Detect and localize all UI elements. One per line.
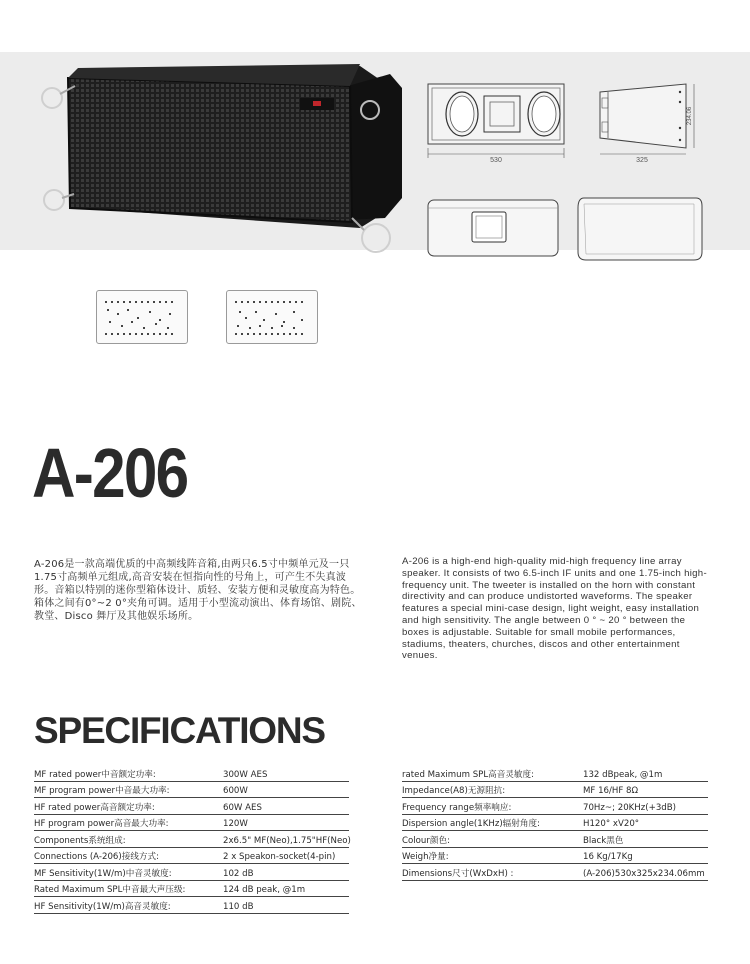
spec-row: [34, 864, 349, 881]
side-width-label: 325: [636, 157, 648, 164]
spec-row: [402, 864, 708, 881]
spec-label: HF Sensitivity(1W/m)高音灵敏度:: [34, 901, 171, 912]
connector-panel-left: [96, 290, 188, 344]
spec-row: [34, 798, 349, 815]
spec-label: Colour颜色:: [402, 835, 450, 846]
spec-row: [402, 831, 708, 848]
spec-label: Impedance(A8)无源阻抗:: [402, 786, 506, 796]
spec-value: MF 16/HF 8Ω: [583, 786, 639, 796]
specifications-title: SPECIFICATIONS: [34, 710, 325, 751]
spec-label: MF Sensitivity(1W/m)中音灵敏度:: [34, 868, 172, 879]
spec-value: 124 dB peak, @1m: [223, 885, 306, 895]
spec-value: Black黑色: [583, 835, 624, 846]
side-view-drawing: [594, 82, 700, 166]
spec-value: 600W: [223, 786, 248, 796]
connector-panel-right: [226, 290, 318, 344]
spec-label: Dispersion angle(1KHz)辐射角度:: [402, 819, 540, 829]
front-width-label: 530: [490, 157, 502, 164]
spec-label: Weigh净量:: [402, 852, 449, 862]
spec-label: Rated Maximum SPL中音最大声压级:: [34, 885, 186, 895]
front-view-drawing: [424, 82, 568, 166]
speaker-photo: [30, 58, 410, 268]
spec-row: [402, 798, 708, 815]
spec-label: MF rated power中音额定功率:: [34, 769, 156, 780]
spec-row: [402, 765, 708, 782]
spec-label: Frequency range频率响应:: [402, 802, 512, 813]
spec-row: [34, 765, 349, 782]
spec-label: rated Maximum SPL高音灵敏度:: [402, 769, 535, 780]
spec-value: 16 Kg/17Kg: [583, 852, 633, 862]
spec-row: [34, 881, 349, 898]
spec-row: [402, 848, 708, 865]
rear-view-drawing: [426, 196, 562, 262]
spec-value: 300W AES: [223, 769, 268, 780]
model-title: A-206: [32, 434, 188, 512]
spec-row: [34, 848, 349, 865]
spec-value: (A-206)530x325x234.06mm: [583, 868, 705, 879]
spec-value: 2 x Speakon-socket(4-pin): [223, 852, 336, 862]
spec-row: [34, 897, 349, 914]
top-view-drawing: [574, 194, 706, 264]
spec-label: MF program power中音最大功率:: [34, 786, 170, 796]
spec-value: 60W AES: [223, 802, 262, 813]
side-height-label: 234.06: [687, 106, 693, 126]
spec-value: 132 dBpeak, @1m: [583, 769, 663, 780]
description-chinese: A-206是一款高端优质的中高频线阵音箱,由两只6.5寸中频单元及一只1.75寸高频单元组成,高音安装在恒指向性的号角上，可产生不失真波形。音箱以特别的迷你型箱体设计、质轻、安装方便和灵敏度高为特色。箱体之间有0°~2 0°夹角可调。适用于小型流动演出、体育场馆、剧院、教堂、Disco 舞厅及其他娱乐场所。: [34, 559, 362, 622]
spec-label: HF program power高音最大功率:: [34, 819, 169, 829]
spec-value: H120° xV20°: [583, 819, 640, 829]
spec-row: [402, 782, 708, 799]
spec-label: HF rated power高音额定功率:: [34, 802, 155, 813]
spec-label: Connections (A-206)接线方式:: [34, 852, 160, 862]
spec-value: 2x6.5" MF(Neo),1.75"HF(Neo): [223, 835, 351, 846]
spec-row: [402, 815, 708, 832]
spec-row: [34, 831, 349, 848]
spec-row: [34, 815, 349, 832]
spec-row: [34, 782, 349, 799]
spec-label: Components系统组成:: [34, 835, 126, 846]
spec-table-right: [402, 765, 708, 881]
spec-value: 102 dB: [223, 868, 254, 879]
spec-value: 110 dB: [223, 901, 254, 912]
spec-value: 120W: [223, 819, 248, 829]
spec-table-left: [34, 765, 349, 914]
spec-label: Dimensions尺寸(WxDxH) :: [402, 868, 514, 879]
description-english: A-206 is a high-end high-quality mid-high frequency line array speaker. It consists of two 6.5-inch IF units and one 1.75-inch high-frequency unit. The tweeter is installed on the horn with constant directivity and can produce undistorted waveforms. The speaker features a special mini-case design, light weight, easy installation and high sensitivity. The angle between 0 ° ~ 20 ° between the boxes is adjustable. Suitable for small mobile performances, stadiums, theaters, churches, discos and other entertainment venues.: [402, 556, 707, 662]
spec-value: 70Hz~; 20KHz(+3dB): [583, 802, 677, 813]
